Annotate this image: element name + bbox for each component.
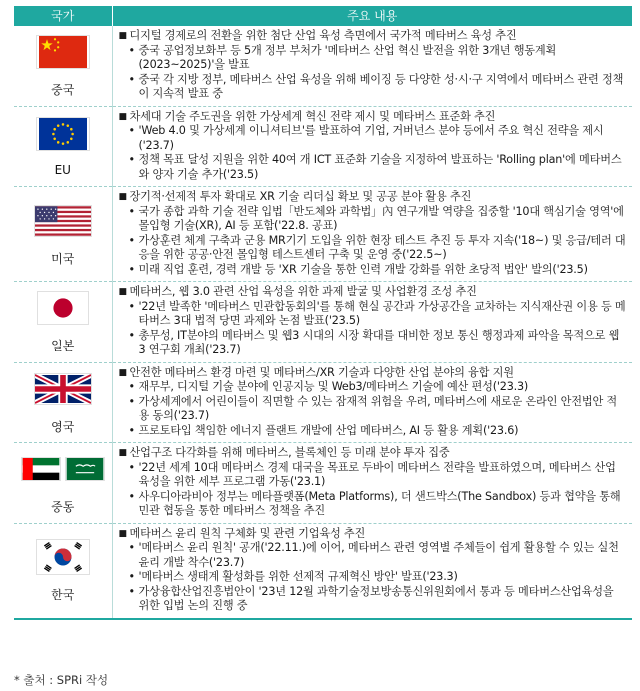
country-name: EU <box>54 163 71 178</box>
sub-point: • 프로토타입 책임한 에너지 플랜트 개발에 산업 메타버스, AI 등 활용 계획('23.6) <box>119 424 627 439</box>
policy-table <box>14 6 632 620</box>
table-row-korea <box>14 523 632 619</box>
table-header-row <box>14 6 632 26</box>
japan-flag-icon <box>37 291 89 325</box>
eu-flag-icon <box>36 117 90 151</box>
sub-point: • 'Web 4.0 및 가상세계 이니셔티브'를 발표하여 기업, 거버넌스 분야 등에서 주요 혁신 전략을 제시('23.7) <box>119 124 627 153</box>
china-flag-icon <box>36 35 90 69</box>
sub-point: • 재무부, 디지털 기술 분야에 인공지능 및 Web3/메타버스 기술에 예산 편성('23.3) <box>119 380 627 395</box>
country-name: 미국 <box>51 251 75 266</box>
saudi-flag-icon <box>65 457 105 481</box>
country-name: 일본 <box>51 339 75 354</box>
table-row-eu <box>14 106 632 187</box>
country-name: 중국 <box>51 83 75 98</box>
sub-point: • 사우디아라비아 정부는 메타플랫폼(Meta Platforms), 더 샌드박스(The Sandbox) 등과 협약을 통해 민관 협동을 통한 메타버스 정책을 추진 <box>119 490 627 519</box>
country-name: 중동 <box>51 500 75 515</box>
sub-point: • 가상훈련 체계 구축과 군용 MR기기 도입을 위한 현장 테스트 추진 등 투자 지속('18~) 및 응급/테러 대응을 위한 공공·안전 몰입형 테스트센터 구축 및 운영 중('22.5~) <box>119 234 627 263</box>
sub-point: • 가상융합산업진흥법안이 '23년 12월 과학기술정보방송통신위원회에서 통과 등 메타버스산업육성을 위한 입법 논의 진행 중 <box>119 585 627 614</box>
header-country: 국가 <box>14 6 112 26</box>
main-point: ■ 안전한 메타버스 환경 마련 및 메타버스/XR 기술과 다양한 산업 분야의 융합 지원 <box>119 366 627 381</box>
main-point: ■ 산업구조 다각화를 위해 메타버스, 블록체인 등 미래 분야 투자 집중 <box>119 446 627 461</box>
korea-flag-icon <box>36 539 90 575</box>
header-content: 주요 내용 <box>112 6 632 26</box>
sub-point: • 중국 공업정보화부 등 5개 정부 부처가 '메타버스 산업 혁신 발전을 위한 3개년 행동계획(2023~2025)'을 발표 <box>119 44 627 73</box>
sub-point: • 정책 목표 달성 지원을 위한 40여 개 ICT 표준화 기술을 지정하여 발표하는 'Rolling plan'에 메타버스와 양자 기술 추가('23.5) <box>119 153 627 182</box>
main-point: ■ 차세대 기술 주도권을 위한 가상세계 혁신 전략 제시 및 메타버스 표준화 추진 <box>119 110 627 125</box>
main-point: ■ 장기적·선제적 투자 확대로 XR 기술 리더십 확보 및 공공 분야 활용 추진 <box>119 190 627 205</box>
usa-flag-icon <box>34 205 92 237</box>
table-row-china <box>14 26 632 106</box>
source-note: * 출처 : SPRi 작성 <box>14 673 109 687</box>
main-point: ■ 메타버스, 웹 3.0 관련 산업 육성을 위한 과제 발굴 및 사업환경 조성 추진 <box>119 285 627 300</box>
sub-point: • '22년 세계 10대 메타버스 경제 대국을 목표로 두바이 메타버스 전략을 발표하였으며, 메타버스 산업 육성을 위한 세부 프로그램 가동('23.1) <box>119 461 627 490</box>
sub-point: • 국가 종합 과학 기술 전략 입법「반도체와 과학법」內 연구개발 역량을 집중할 '10대 핵심기술 영역'에 몰입형 기술(XR), AI 등 포함('22.8. 공표) <box>119 205 627 234</box>
table-row-usa <box>14 187 632 282</box>
country-name: 영국 <box>51 419 75 434</box>
uk-flag-icon <box>34 373 92 405</box>
sub-point: • 미래 직업 훈련, 경력 개발 등 'XR 기술을 통한 인력 개발 강화를 위한 초당적 법안' 발의('23.5) <box>119 263 627 278</box>
sub-point: • 중국 각 지방 정부, 메타버스 산업 육성을 위해 베이징 등 다양한 성·시·구 지역에서 메타버스 관련 정책이 지속적 발표 중 <box>119 73 627 102</box>
sub-point: • '메타버스 생태계 활성화를 위한 선제적 규제혁신 방안' 발표('23.3) <box>119 570 627 585</box>
main-point: ■ 메타버스 윤리 원칙 구체화 및 관련 기업육성 추진 <box>119 527 627 542</box>
uae-flag-icon <box>21 457 61 481</box>
sub-point: • 총무성, IT분야의 메타버스 및 웹3 시대의 시장 확대를 대비한 정보 통신 행정과제 파악을 목적으로 웹3 연구회 개최('23.7) <box>119 329 627 358</box>
sub-point: • '22년 발족한 '메타버스 민관합동회의'를 통해 현실 공간과 가상공간을 교차하는 지식재산권 이용 등 메타버스 3대 법적 당면 과제와 논점 발표('23.5) <box>119 300 627 329</box>
sub-point: • '메타버스 윤리 원칙' 공개('22.11.)에 이어, 메타버스 관련 영역별 주체들이 쉽게 활용할 수 있는 실천윤리 개발 착수('23.7) <box>119 541 627 570</box>
table-row-japan <box>14 282 632 363</box>
table-row-uk <box>14 362 632 443</box>
sub-point: • 가상세계에서 어린이들이 직면할 수 있는 잠재적 위험을 우려, 메타버스에 새로운 온라인 안전법안 적용 동의('23.7) <box>119 395 627 424</box>
table-row-middle-east <box>14 443 632 524</box>
main-point: ■ 디지털 경제로의 전환을 위한 첨단 산업 육성 측면에서 국가적 메타버스 육성 추진 <box>119 29 627 44</box>
country-name: 한국 <box>51 588 75 602</box>
